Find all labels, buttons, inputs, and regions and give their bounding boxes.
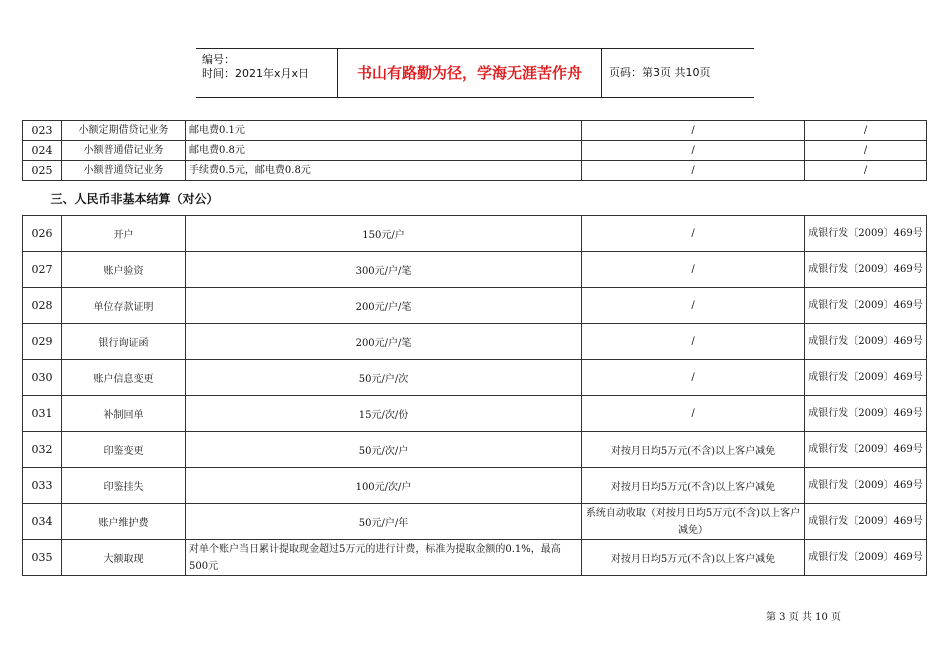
row-basis: 成银行发〔2009〕469号 xyxy=(805,288,927,324)
table-row xyxy=(23,432,927,468)
row-item: 印鉴变更 xyxy=(62,432,186,468)
row-item: 开户 xyxy=(62,216,186,252)
row-item: 账户验资 xyxy=(62,252,186,288)
table-row xyxy=(23,161,927,181)
table-row xyxy=(23,540,927,576)
row-fee: 100元/次/户 xyxy=(186,468,582,504)
table-row xyxy=(23,252,927,288)
header-number: 编号： xyxy=(202,53,235,66)
row-note: / xyxy=(582,161,805,181)
row-fee: 邮电费0.8元 xyxy=(186,141,582,161)
row-fee: 对单个账户当日累计提取现金超过5万元的进行计费，标准为提取金额的0.1%，最高500元 xyxy=(186,540,582,576)
table-row xyxy=(23,504,927,540)
table-row xyxy=(23,324,927,360)
page-footer: 第 3 页 共 10 页 xyxy=(766,612,841,623)
row-note: / xyxy=(582,288,805,324)
table-row xyxy=(23,468,927,504)
row-number: 026 xyxy=(23,216,62,252)
row-item: 账户信息变更 xyxy=(62,360,186,396)
header-page-number: 页码：第3页 共10页 xyxy=(609,66,711,79)
row-fee: 50元/次/户 xyxy=(186,432,582,468)
table-row xyxy=(23,288,927,324)
row-fee: 150元/户 xyxy=(186,216,582,252)
row-note: / xyxy=(582,396,805,432)
row-item: 单位存款证明 xyxy=(62,288,186,324)
row-item: 大额取现 xyxy=(62,540,186,576)
header-meta xyxy=(196,49,338,97)
row-number: 023 xyxy=(23,121,62,141)
row-basis: 成银行发〔2009〕469号 xyxy=(805,432,927,468)
header-date: 时间：2021年x月x日 xyxy=(202,67,310,80)
row-fee: 50元/户/次 xyxy=(186,360,582,396)
row-basis: 成银行发〔2009〕469号 xyxy=(805,324,927,360)
row-number: 033 xyxy=(23,468,62,504)
row-note: 对按月日均5万元(不含)以上客户减免 xyxy=(582,432,805,468)
row-item: 银行询证函 xyxy=(62,324,186,360)
row-fee: 15元/次/份 xyxy=(186,396,582,432)
row-note: 系统自动收取（对按月日均5万元(不含)以上客户减免） xyxy=(582,504,805,540)
row-basis: 成银行发〔2009〕469号 xyxy=(805,540,927,576)
row-fee: 邮电费0.1元 xyxy=(186,121,582,141)
row-basis: 成银行发〔2009〕469号 xyxy=(805,468,927,504)
table-row xyxy=(23,141,927,161)
section-row xyxy=(23,181,927,216)
table-row xyxy=(23,216,927,252)
row-number: 024 xyxy=(23,141,62,161)
row-number: 031 xyxy=(23,396,62,432)
section-title: 三、人民币非基本结算（对公） xyxy=(23,181,927,216)
row-note: / xyxy=(582,252,805,288)
row-item: 补制回单 xyxy=(62,396,186,432)
row-basis: 成银行发〔2009〕469号 xyxy=(805,504,927,540)
row-number: 029 xyxy=(23,324,62,360)
row-item: 小额普通贷记业务 xyxy=(62,161,186,181)
row-number: 035 xyxy=(23,540,62,576)
row-number: 032 xyxy=(23,432,62,468)
table-row xyxy=(23,396,927,432)
row-fee: 200元/户/笔 xyxy=(186,324,582,360)
row-note: / xyxy=(582,360,805,396)
row-note: / xyxy=(582,121,805,141)
row-basis: / xyxy=(805,141,927,161)
row-number: 030 xyxy=(23,360,62,396)
row-item: 账户维护费 xyxy=(62,504,186,540)
page-header xyxy=(196,48,754,98)
row-item: 小额定期借贷记业务 xyxy=(62,121,186,141)
row-note: / xyxy=(582,324,805,360)
row-fee: 手续费0.5元，邮电费0.8元 xyxy=(186,161,582,181)
fee-table xyxy=(22,120,927,576)
table-row xyxy=(23,360,927,396)
row-basis: / xyxy=(805,161,927,181)
row-basis: 成银行发〔2009〕469号 xyxy=(805,396,927,432)
row-number: 027 xyxy=(23,252,62,288)
row-number: 028 xyxy=(23,288,62,324)
row-number: 034 xyxy=(23,504,62,540)
row-basis: 成银行发〔2009〕469号 xyxy=(805,252,927,288)
row-number: 025 xyxy=(23,161,62,181)
row-note: / xyxy=(582,141,805,161)
row-note: 对按月日均5万元(不含)以上客户减免 xyxy=(582,540,805,576)
header-motto: 书山有路勤为径，学海无涯苦作舟 xyxy=(338,49,602,97)
row-item: 小额普通借记业务 xyxy=(62,141,186,161)
row-basis: 成银行发〔2009〕469号 xyxy=(805,216,927,252)
row-fee: 300元/户/笔 xyxy=(186,252,582,288)
row-basis: / xyxy=(805,121,927,141)
row-note: / xyxy=(582,216,805,252)
table-row xyxy=(23,121,927,141)
row-basis: 成银行发〔2009〕469号 xyxy=(805,360,927,396)
row-fee: 50元/户/年 xyxy=(186,504,582,540)
row-item: 印鉴挂失 xyxy=(62,468,186,504)
row-note: 对按月日均5万元(不含)以上客户减免 xyxy=(582,468,805,504)
row-fee: 200元/户/笔 xyxy=(186,288,582,324)
